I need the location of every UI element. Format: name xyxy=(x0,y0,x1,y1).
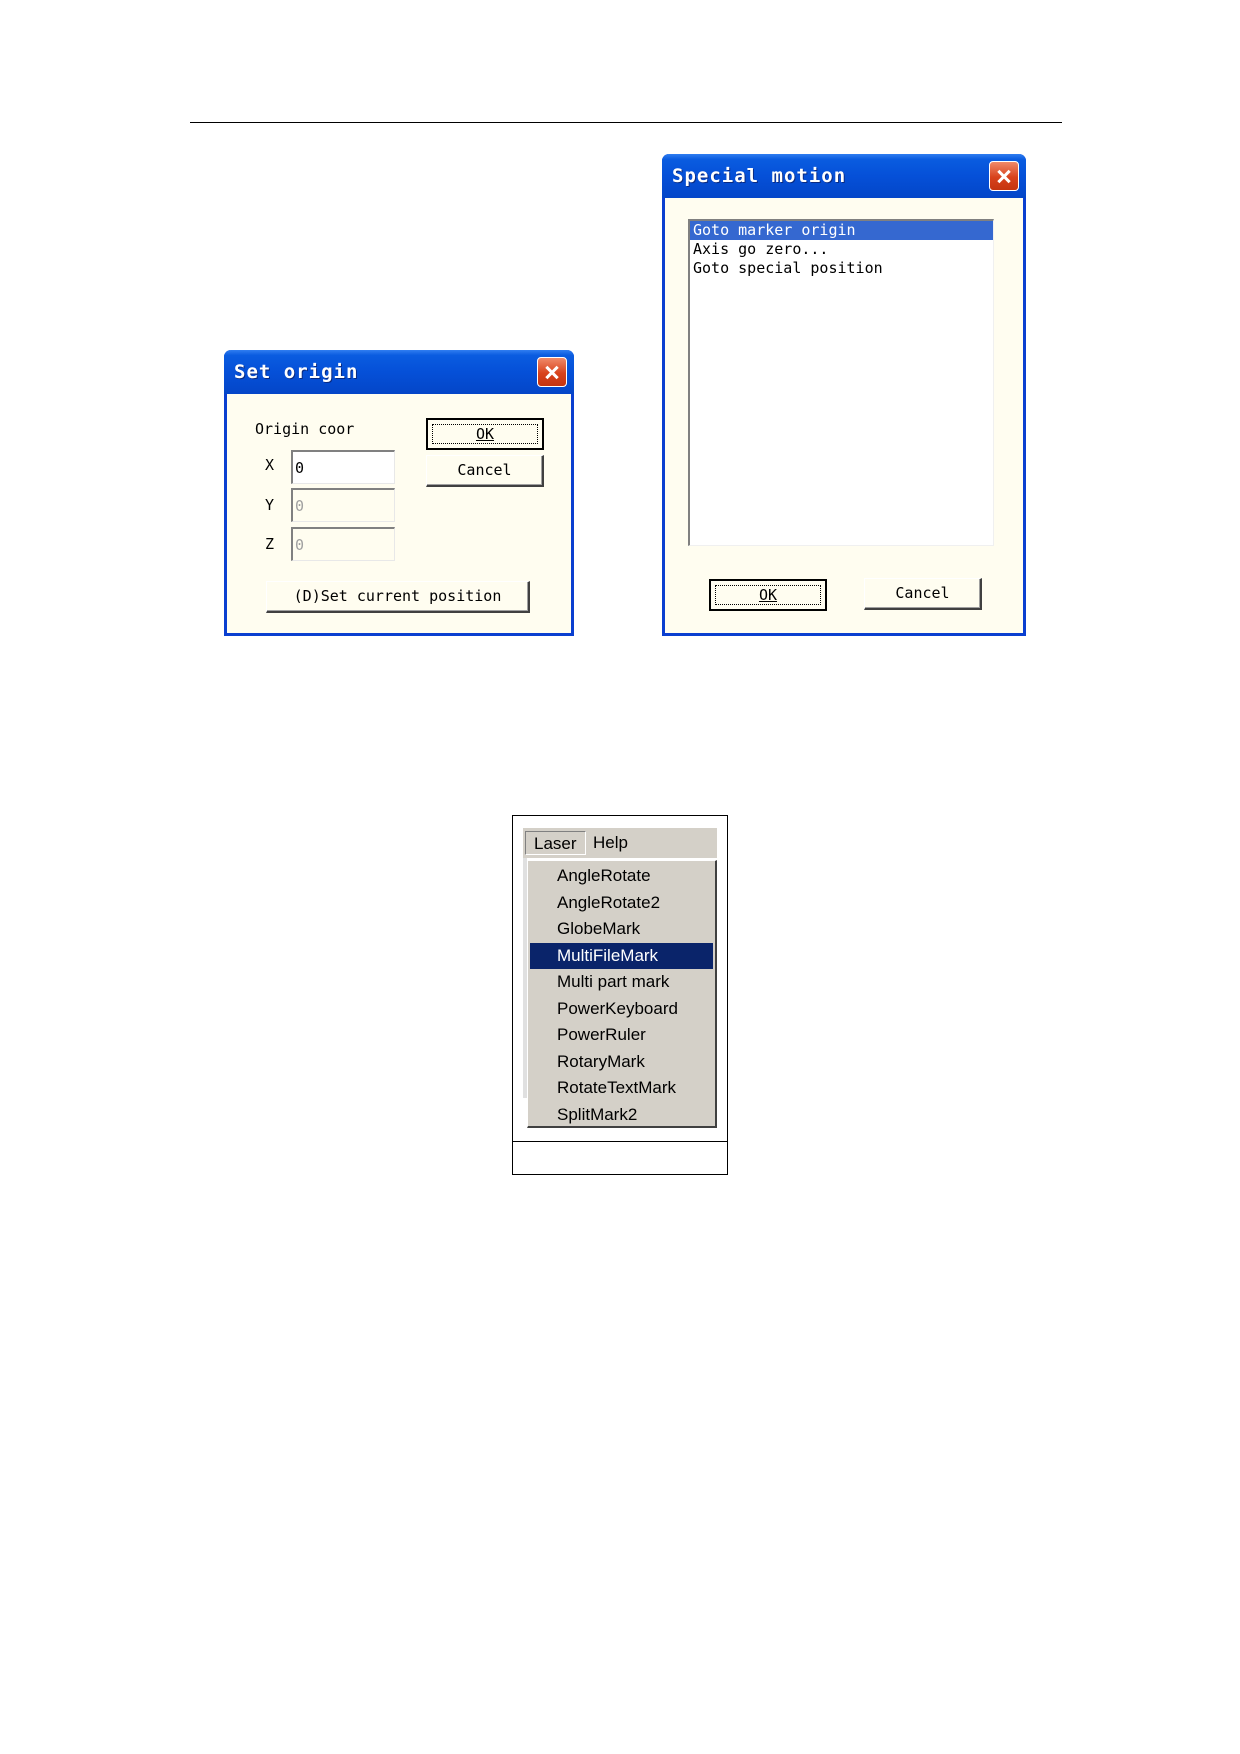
laser-dropdown-menu xyxy=(527,860,717,1128)
set-origin-titlebar[interactable] xyxy=(224,350,574,394)
menu-laser-label: Laser xyxy=(534,834,577,853)
menu-item[interactable]: GlobeMark xyxy=(557,919,641,938)
menu-help-label: Help xyxy=(593,833,628,852)
list-item[interactable]: Axis go zero... xyxy=(693,240,829,258)
z-label: Z xyxy=(265,535,275,553)
z-coordinate-input[interactable] xyxy=(291,527,395,561)
special-motion-title: Special motion xyxy=(672,165,847,187)
menu-item[interactable]: Multi part mark xyxy=(557,972,670,991)
cancel-button[interactable] xyxy=(864,578,982,610)
special-motion-titlebar[interactable] xyxy=(662,154,1026,198)
origin-coor-label: Origin coor xyxy=(255,420,355,438)
menu-item[interactable]: RotaryMark xyxy=(557,1051,645,1071)
list-item[interactable]: Goto marker origin xyxy=(690,221,993,240)
motion-listbox[interactable] xyxy=(688,219,994,546)
menu-help[interactable] xyxy=(585,831,636,855)
cancel-button-label: Cancel xyxy=(457,461,512,479)
laser-menu-screenshot xyxy=(512,815,728,1175)
ok-button-label: OK xyxy=(758,586,778,604)
menu-laser[interactable] xyxy=(525,831,586,855)
set-origin-dialog xyxy=(224,350,574,636)
menu-item[interactable]: MultiFileMark xyxy=(530,943,713,970)
menu-item[interactable]: AngleRotate xyxy=(557,866,651,885)
list-item[interactable]: Goto special position xyxy=(693,259,883,277)
x-coordinate-input[interactable] xyxy=(291,450,395,484)
cancel-button[interactable] xyxy=(426,455,544,487)
set-current-position-button[interactable] xyxy=(266,581,530,613)
menu-item[interactable]: SplitMark2 xyxy=(557,1104,638,1124)
x-label: X xyxy=(265,456,275,474)
y-coordinate-input[interactable] xyxy=(291,488,395,522)
y-label: Y xyxy=(265,496,275,514)
menu-item[interactable]: PowerRuler xyxy=(557,1025,646,1044)
menu-bar xyxy=(523,828,717,858)
frame-divider xyxy=(513,1141,727,1142)
set-current-position-label: (D)Set current position xyxy=(293,587,502,605)
cancel-button-label: Cancel xyxy=(895,584,950,602)
menu-item[interactable]: AngleRotate2 xyxy=(557,892,661,912)
ok-button[interactable] xyxy=(709,579,827,611)
menu-item[interactable]: PowerKeyboard xyxy=(557,998,678,1018)
page-header-rule xyxy=(190,122,1062,123)
close-icon[interactable] xyxy=(989,161,1019,191)
set-origin-title: Set origin xyxy=(234,361,359,383)
close-icon[interactable] xyxy=(537,357,567,387)
ok-button-label: OK xyxy=(475,425,495,443)
ok-button[interactable] xyxy=(426,418,544,450)
special-motion-dialog xyxy=(662,154,1026,636)
menu-item[interactable]: RotateTextMark xyxy=(557,1078,677,1097)
